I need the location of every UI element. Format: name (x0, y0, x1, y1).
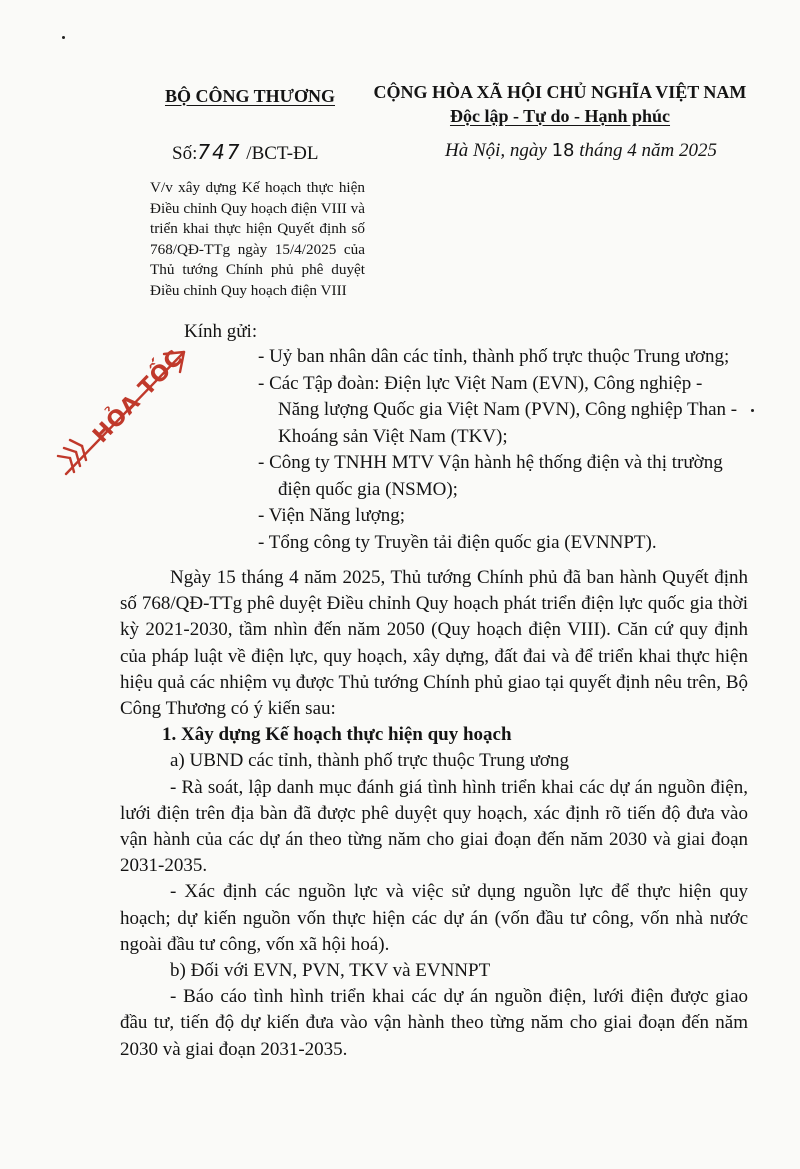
dateline-day-handwritten: 18 (551, 140, 575, 161)
recipient-line: - Các Tập đoàn: Điện lực Việt Nam (EVN), Công nghiệp - (258, 372, 703, 394)
subsection-b-heading: b) Đối với EVN, PVN, TKV và EVNNPT (170, 960, 491, 982)
subsection-b-paragraph-1: - Báo cáo tình hình triển khai các dự án nguồn điện, lưới điện được giao đầu tư, tiến độ dự kiến đưa vào vận hành theo từng năm cho giai đoạn đến năm 2030 và giai đoạn 2031-2035. (120, 986, 748, 1060)
letter-body (120, 565, 748, 1063)
recipient-item (258, 450, 758, 503)
recipients-label: Kính gửi: (184, 321, 258, 342)
intro-paragraph: Ngày 15 tháng 4 năm 2025, Thủ tướng Chính phủ đã ban hành Quyết định số 768/QĐ-TTg phê duyệt Điều chỉnh Quy hoạch phát triển điện lực quốc gia thời kỳ 2021-2030, tầm nhìn đến năm 2050 (Quy hoạch điện VIII). Căn cứ quy định của pháp luật về điện lực, quy hoạch, xây dựng, đất đai và để triển khai thực hiện hiệu quả các nhiệm vụ được Thủ tướng Chính phủ giao tại quyết định nêu trên, Bộ Công Thương có ý kiến sau: (120, 567, 748, 720)
recipient-line: điện quốc gia (NSMO); (278, 478, 458, 500)
recipient-line: Năng lượng Quốc gia Việt Nam (PVN), Công nghiệp Than - (278, 399, 738, 420)
subsection-a-heading: a) UBND các tỉnh, thành phố trực thuộc Trung ương (170, 750, 569, 772)
document-number (172, 140, 318, 165)
recipient-line: - Tổng công ty Truyền tải điện quốc gia (EVNNPT). (258, 531, 657, 553)
recipients-list (258, 344, 758, 556)
doc-number-suffix: /BCT-ĐL (246, 143, 319, 164)
doc-number-prefix: Số: (172, 143, 198, 164)
stamp-text: HỎA TỐC (88, 345, 189, 449)
organization-name: BỘ CÔNG THƯƠNG (164, 86, 335, 106)
dateline-suffix: tháng 4 năm 2025 (579, 140, 718, 161)
hoa-toc-stamp (36, 332, 206, 502)
recipient-item (258, 530, 758, 557)
recipient-line: - Uỷ ban nhân dân các tỉnh, thành phố trực thuộc Trung ương; (258, 346, 730, 367)
recipient-line: Khoáng sản Việt Nam (TKV); (278, 425, 508, 447)
issuing-organization (150, 86, 350, 107)
recipient-item (258, 503, 758, 530)
subject-line: V/v xây dựng Kế hoạch thực hiện Điều chỉnh Quy hoạch điện VIII và triển khai thực hiện Quyết định số 768/QĐ-TTg ngày 15/4/2025 của Thủ tướng Chính phủ phê duyệt Điều chỉnh Quy hoạch điện VIII (150, 179, 365, 299)
recipient-line: - Viện Năng lượng; (258, 505, 406, 526)
national-header (360, 80, 760, 128)
doc-number-handwritten: 747 (197, 140, 242, 164)
recipient-item (258, 371, 758, 451)
scan-speck (62, 36, 65, 39)
national-motto: Độc lập - Tự do - Hạnh phúc (449, 106, 671, 126)
dateline (445, 140, 717, 162)
subsection-a-paragraph-2: - Xác định các nguồn lực và việc sử dụng nguồn lực để thực hiện quy hoạch; dự kiến nguồn vốn thực hiện các dự án (vốn đầu tư công, vốn nhà nước ngoài đầu tư công, vốn xã hội hoá). (120, 881, 748, 955)
recipient-line: - Công ty TNHH MTV Vận hành hệ thống điện và thị trường (258, 452, 723, 473)
subsection-a-paragraph-1: - Rà soát, lập danh mục đánh giá tình hình triển khai các dự án nguồn điện, lưới điện trên địa bàn đã được phê duyệt quy hoạch, xác định rõ tiến độ đưa vào vận hành của các dự án theo từng năm cho giai đoạn đến năm 2030 và giai đoạn 2031-2035. (120, 776, 748, 877)
recipient-item (258, 344, 758, 371)
country-name: CỘNG HÒA XÃ HỘI CHỦ NGHĨA VIỆT NAM (373, 82, 747, 102)
dateline-prefix: Hà Nội, ngày (445, 140, 547, 161)
section-1-heading: 1. Xây dựng Kế hoạch thực hiện quy hoạch (162, 724, 512, 746)
